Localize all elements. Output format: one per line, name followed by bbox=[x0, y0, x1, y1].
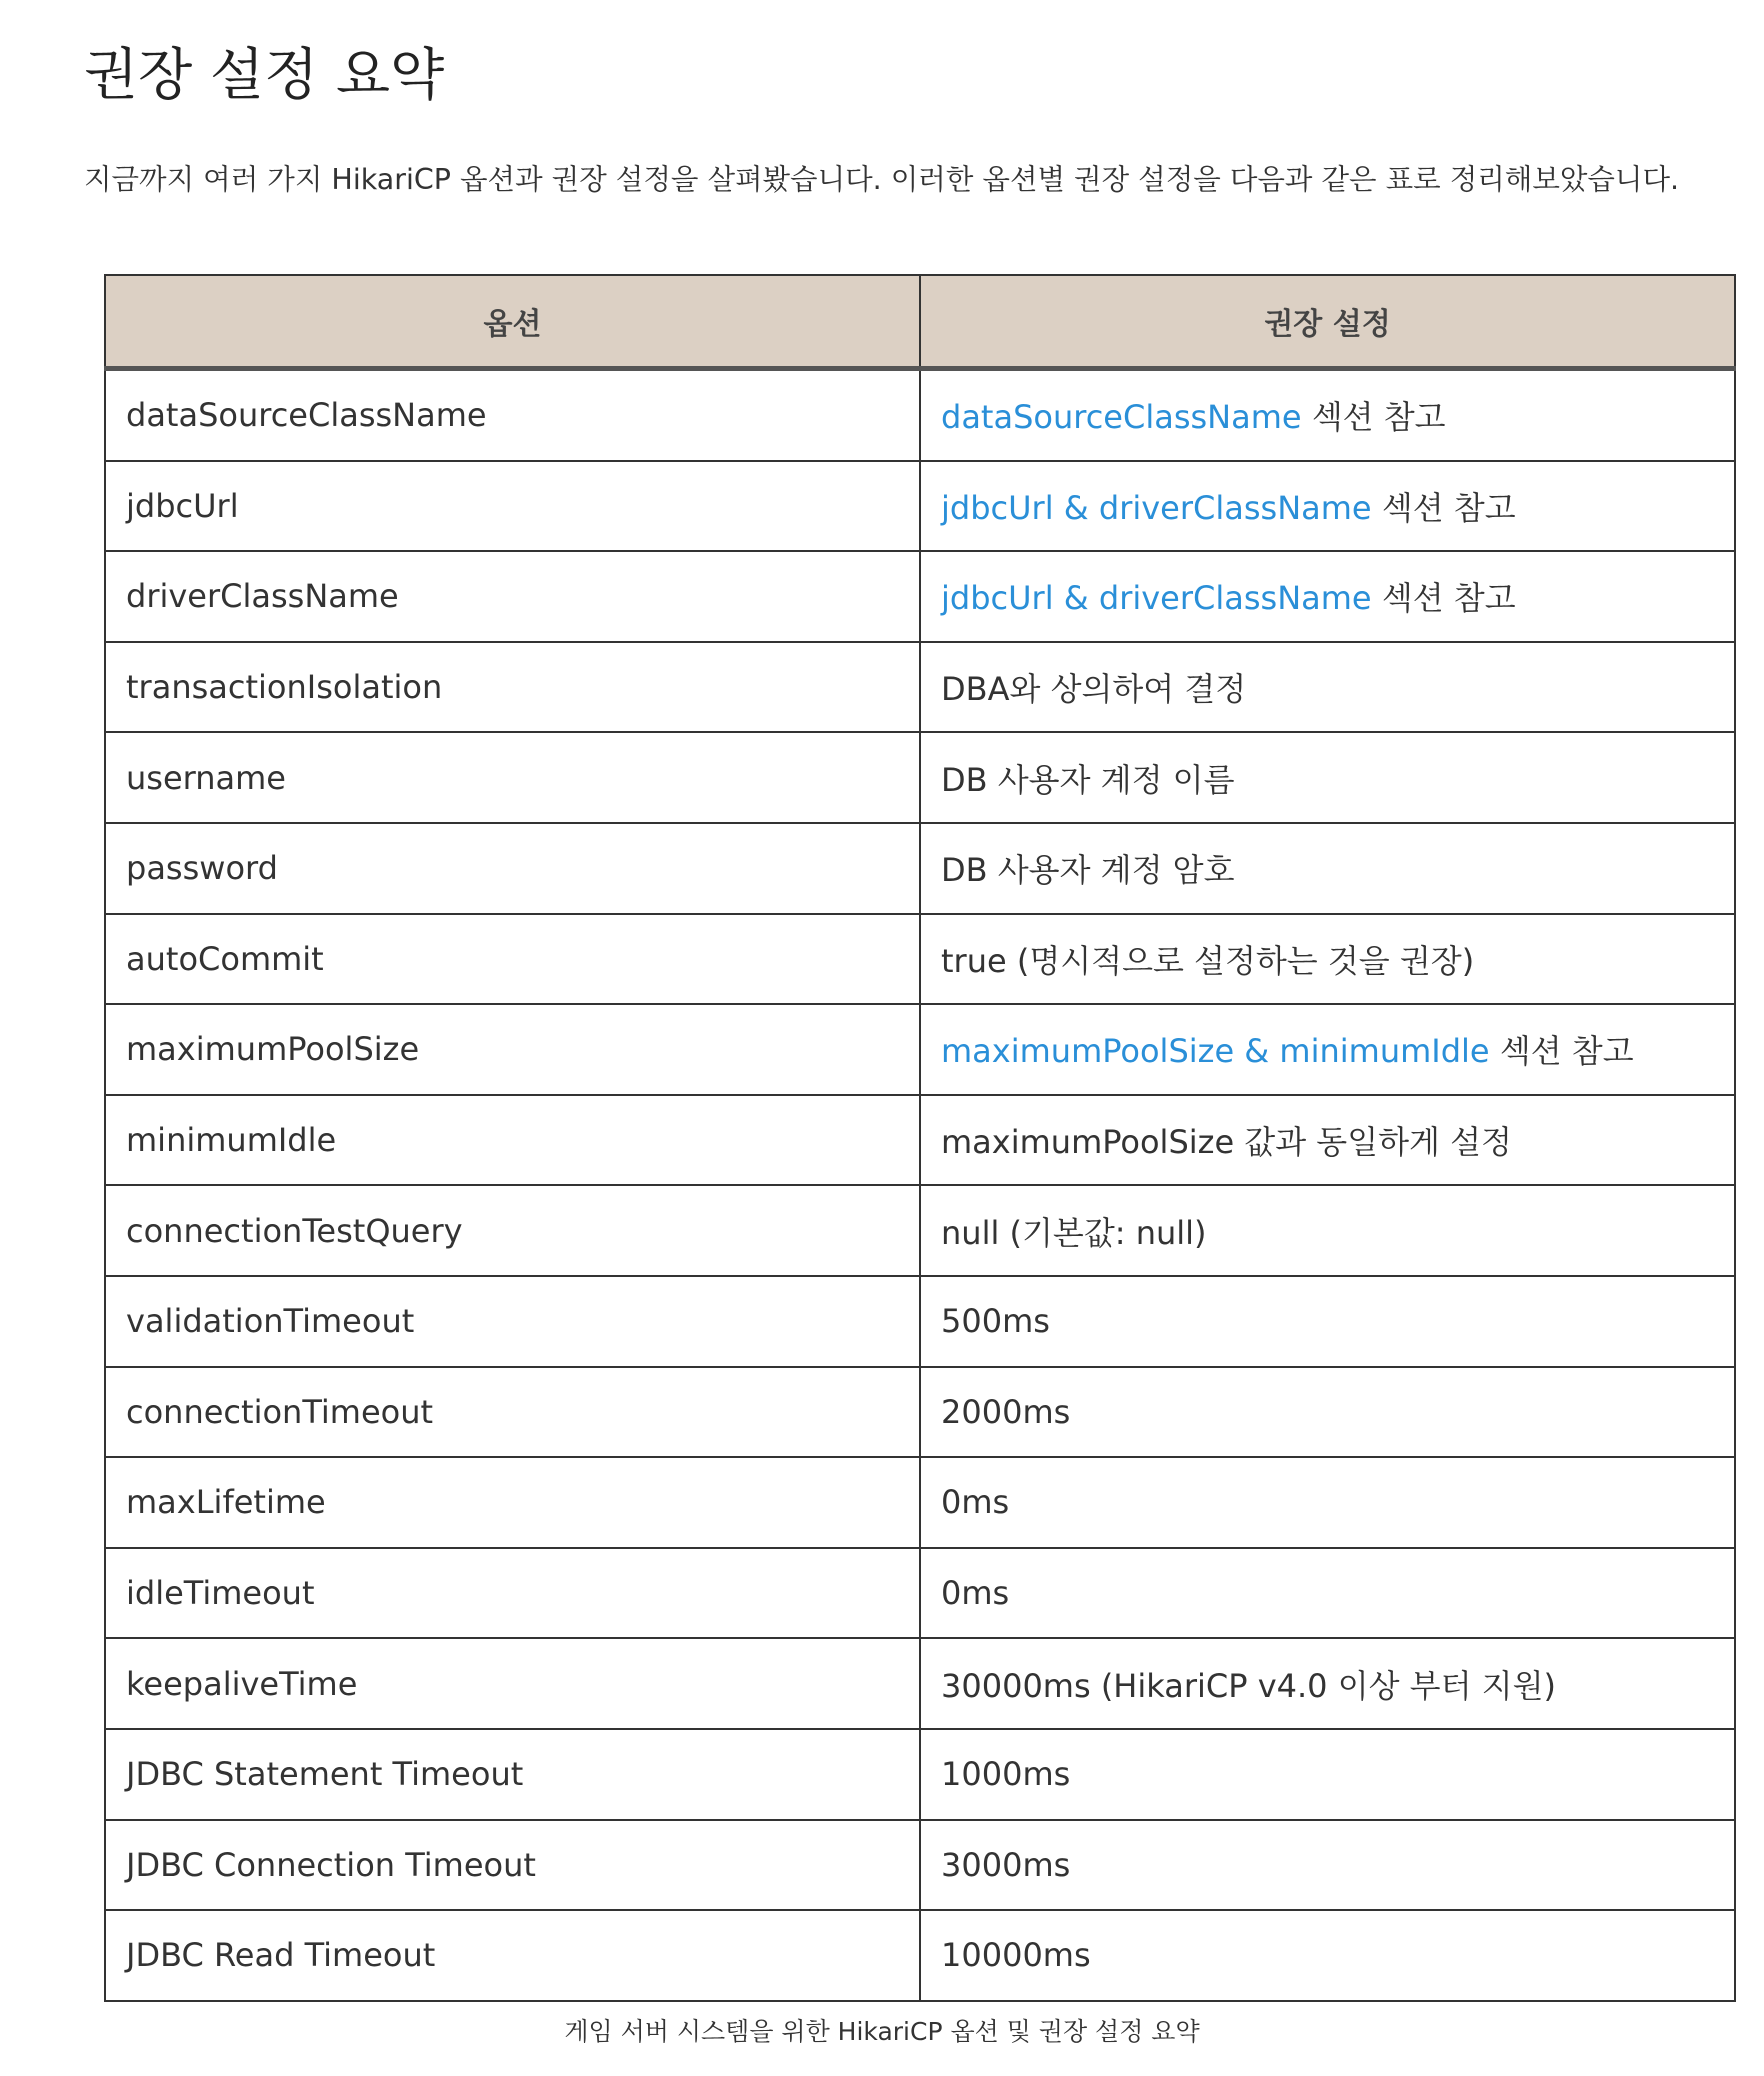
table-row bbox=[105, 732, 1735, 823]
table-row bbox=[105, 1820, 1735, 1911]
option-cell: password bbox=[105, 823, 920, 914]
option-cell: dataSourceClassName bbox=[105, 369, 920, 461]
table-row bbox=[105, 461, 1735, 552]
option-cell: JDBC Statement Timeout bbox=[105, 1729, 920, 1820]
option-cell: jdbcUrl bbox=[105, 461, 920, 552]
table-row bbox=[105, 1004, 1735, 1095]
table-row bbox=[105, 1185, 1735, 1276]
page-title: 권장 설정 요약 bbox=[84, 43, 445, 108]
table-row bbox=[105, 551, 1735, 642]
section-link[interactable]: jdbcUrl & driverClassName bbox=[941, 579, 1372, 618]
recommended-cell bbox=[920, 369, 1735, 461]
section-link[interactable]: dataSourceClassName bbox=[941, 398, 1302, 437]
recommended-cell: maximumPoolSize 값과 동일하게 설정 bbox=[920, 1095, 1735, 1186]
table-row bbox=[105, 642, 1735, 733]
table-row bbox=[105, 369, 1735, 461]
section-link[interactable]: maximumPoolSize & minimumIdle bbox=[941, 1032, 1490, 1071]
table-row bbox=[105, 1276, 1735, 1367]
option-cell: JDBC Connection Timeout bbox=[105, 1820, 920, 1911]
option-cell: JDBC Read Timeout bbox=[105, 1910, 920, 2001]
recommended-cell bbox=[920, 1004, 1735, 1095]
recommended-cell: DB 사용자 계정 암호 bbox=[920, 823, 1735, 914]
option-cell: maximumPoolSize bbox=[105, 1004, 920, 1095]
table-row bbox=[105, 1095, 1735, 1186]
table-row bbox=[105, 1638, 1735, 1729]
option-cell: autoCommit bbox=[105, 914, 920, 1005]
section-note: 섹션 참고 bbox=[1489, 1032, 1634, 1071]
section-note: 섹션 참고 bbox=[1371, 488, 1516, 527]
recommended-cell: DBA와 상의하여 결정 bbox=[920, 642, 1735, 733]
recommended-cell bbox=[920, 461, 1735, 552]
table-body bbox=[105, 369, 1735, 2001]
option-cell: driverClassName bbox=[105, 551, 920, 642]
option-cell: connectionTimeout bbox=[105, 1367, 920, 1458]
recommended-cell: 500ms bbox=[920, 1276, 1735, 1367]
table-caption: 게임 서버 시스템을 위한 HikariCP 옵션 및 권장 설정 요약 bbox=[564, 2017, 1200, 2046]
recommended-cell: 10000ms bbox=[920, 1910, 1735, 2001]
table-row bbox=[105, 1367, 1735, 1458]
table-row bbox=[105, 1457, 1735, 1548]
table-row bbox=[105, 1729, 1735, 1820]
option-cell: minimumIdle bbox=[105, 1095, 920, 1186]
recommended-cell: 3000ms bbox=[920, 1820, 1735, 1911]
recommended-cell: 0ms bbox=[920, 1548, 1735, 1639]
section-note: 섹션 참고 bbox=[1301, 398, 1446, 437]
recommended-cell: 30000ms (HikariCP v4.0 이상 부터 지원) bbox=[920, 1638, 1735, 1729]
table-header-row bbox=[105, 275, 1735, 369]
recommended-cell: 1000ms bbox=[920, 1729, 1735, 1820]
recommended-cell: null (기본값: null) bbox=[920, 1185, 1735, 1276]
option-cell: connectionTestQuery bbox=[105, 1185, 920, 1276]
option-cell: username bbox=[105, 732, 920, 823]
recommended-cell: DB 사용자 계정 이름 bbox=[920, 732, 1735, 823]
table-row bbox=[105, 1910, 1735, 2001]
intro-paragraph: 지금까지 여러 가지 HikariCP 옵션과 권장 설정을 살펴봤습니다. 이러한 옵션별 권장 설정을 다음과 같은 표로 정리해보았습니다. bbox=[84, 163, 1680, 196]
settings-table bbox=[104, 274, 1736, 2002]
section-note: 섹션 참고 bbox=[1371, 579, 1516, 618]
option-cell: idleTimeout bbox=[105, 1548, 920, 1639]
recommended-cell bbox=[920, 551, 1735, 642]
header-recommended: 권장 설정 bbox=[920, 275, 1735, 369]
option-cell: validationTimeout bbox=[105, 1276, 920, 1367]
recommended-cell: 0ms bbox=[920, 1457, 1735, 1548]
header-option: 옵션 bbox=[105, 275, 920, 369]
table-row bbox=[105, 914, 1735, 1005]
table-row bbox=[105, 823, 1735, 914]
option-cell: transactionIsolation bbox=[105, 642, 920, 733]
section-link[interactable]: jdbcUrl & driverClassName bbox=[941, 488, 1372, 527]
option-cell: keepaliveTime bbox=[105, 1638, 920, 1729]
table-row bbox=[105, 1548, 1735, 1639]
recommended-cell: true (명시적으로 설정하는 것을 권장) bbox=[920, 914, 1735, 1005]
option-cell: maxLifetime bbox=[105, 1457, 920, 1548]
recommended-cell: 2000ms bbox=[920, 1367, 1735, 1458]
